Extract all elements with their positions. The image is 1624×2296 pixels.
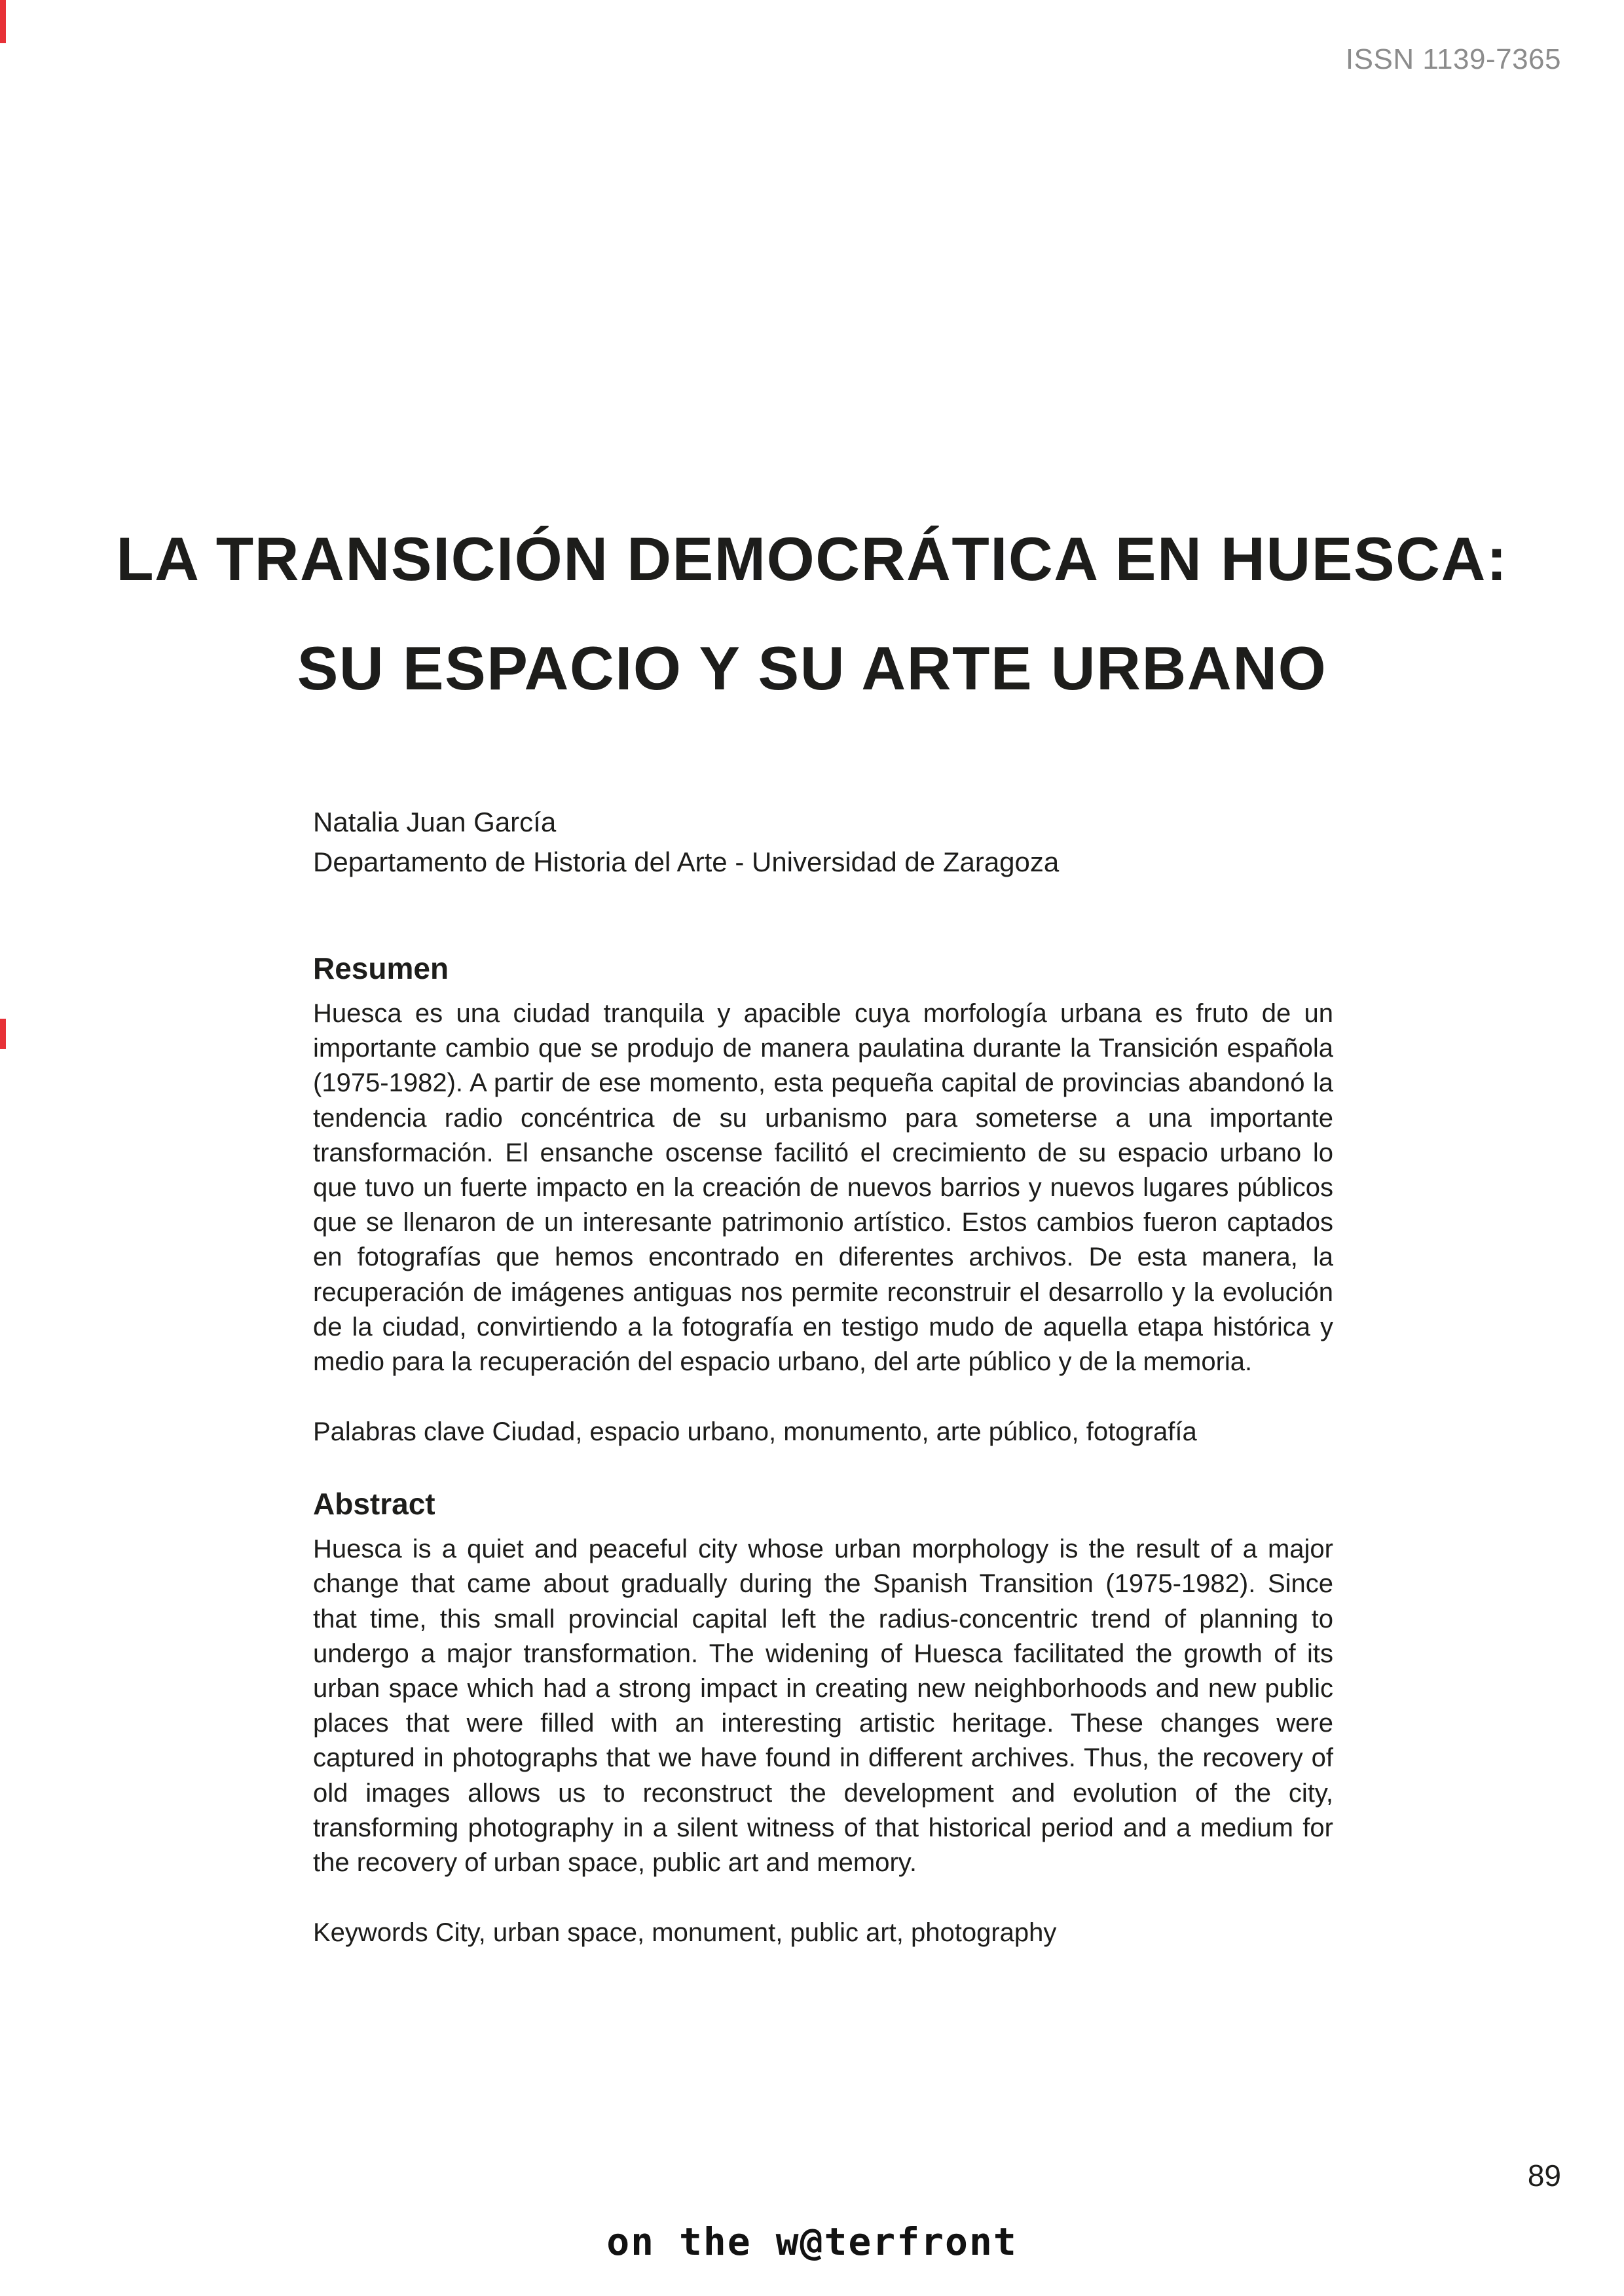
issn-label: ISSN 1139-7365	[1345, 43, 1561, 75]
red-edge-mark-top	[0, 0, 6, 43]
article-title-line-1: LA TRANSICIÓN DEMOCRÁTICA EN HUESCA:	[116, 524, 1508, 593]
abstract-paragraph: Huesca is a quiet and peaceful city whose urban morphology is the result of a major change that came about gradually during the Spanish Transition (1975-1982). Since that time, this small provincial capital left the radius-concentric trend of planning to undergo a major transformation. The widening of Huesca facilitated the growth of its urban space which had a strong impact in creating new neighborhoods and new public places that were filled with an interesting artistic heritage. These changes were captured in photographs that we have found in different archives. Thus, the recovery of old images allows us to reconstruct the development and evolution of the city, transforming photography in a silent witness of that historical period and a medium for the recovery of urban space, public art and memory.	[313, 1535, 1333, 1877]
article-title-line-2: SU ESPACIO Y SU ARTE URBANO	[297, 634, 1327, 703]
journal-logo: on the w@terfront	[606, 2219, 1018, 2264]
byline	[313, 803, 1059, 883]
article-title	[0, 504, 1624, 723]
abstract-keywords: Keywords City, urban space, monument, public art, photography	[313, 1918, 1057, 1948]
red-edge-mark-middle	[0, 1019, 6, 1049]
resumen-heading: Resumen	[313, 951, 449, 985]
resumen-keywords: Palabras clave Ciudad, espacio urbano, monumento, arte público, fotografía	[313, 1417, 1197, 1447]
article-body	[313, 951, 1333, 1987]
author-affiliation: Departamento de Historia del Arte - Universidad de Zaragoza	[313, 846, 1060, 877]
abstract-heading: Abstract	[313, 1487, 435, 1522]
resumen-paragraph: Huesca es una ciudad tranquila y apacible cuya morfología urbana es fruto de un importante cambio que se produjo de manera paulatina durante la Transición española (1975-1982). A partir de ese momento, esta pequeña capital de provincias abandonó la tendencia radio concéntrica de su urbanismo para someterse a una importante transformación. El ensanche oscense facilitó el crecimiento de su espacio urbano lo que tuvo un fuerte impacto en la creación de nuevos barrios y nuevos lugares públicos que se llenaron de un interesante patrimonio artístico. Estos cambios fueron captados en fotografías que hemos encontrado en diferentes archivos. De esta manera, la recuperación de imágenes antiguas nos permite reconstruir el desarrollo y la evolución de la ciudad, convirtiendo a la fotografía en testigo mudo de aquella etapa histórica y medio para la recuperación del espacio urbano, del arte público y de la memoria.	[313, 999, 1333, 1376]
page-number: 89	[1527, 2159, 1561, 2193]
author-name: Natalia Juan García	[313, 807, 557, 837]
